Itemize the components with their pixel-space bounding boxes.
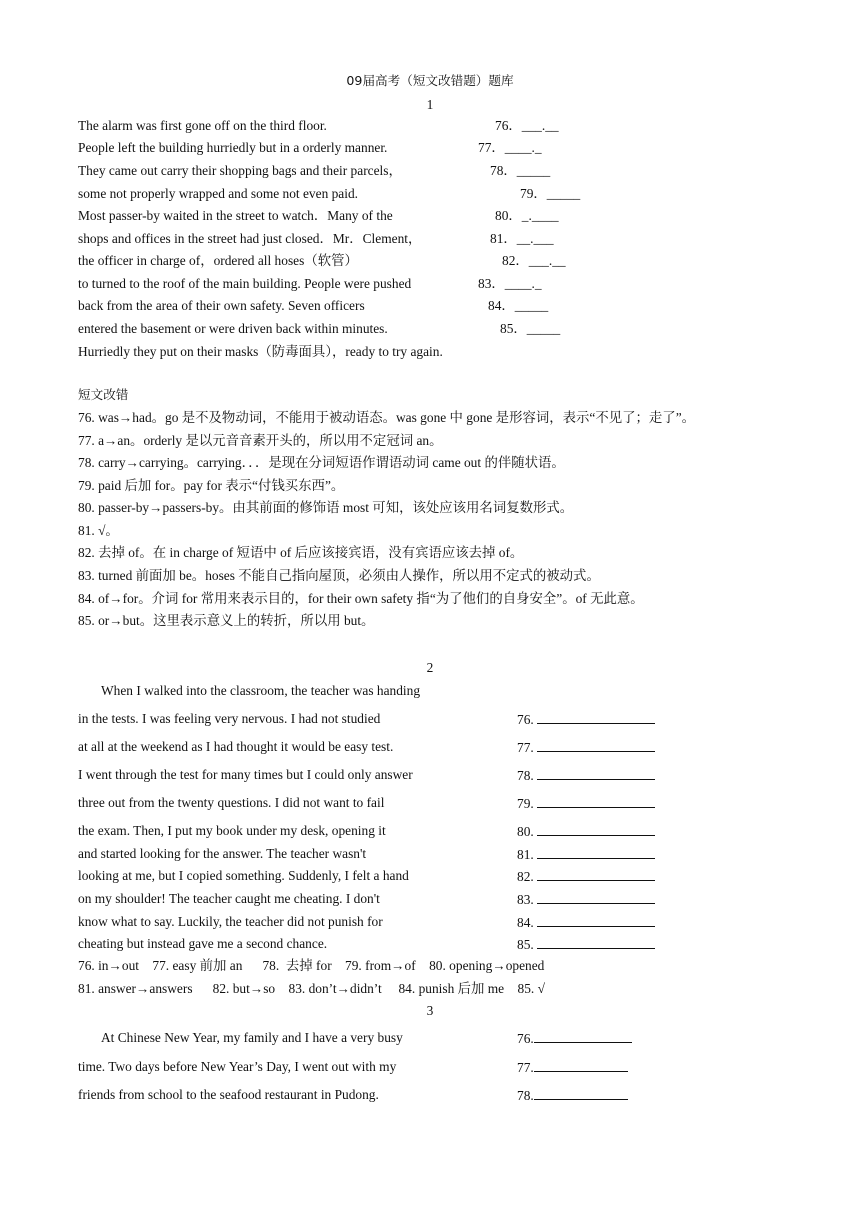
answer-explanation: 79. paid 后加 for。pay for 表示“付钱买东西”。 <box>78 478 345 493</box>
answer-slot <box>517 913 655 932</box>
section-1-number: 1 <box>426 97 434 112</box>
passage-line: friends from school to the seafood restaurant in Pudong. <box>78 1087 379 1102</box>
answer-blank <box>537 890 655 904</box>
passage-line: Most passer-by waited in the street to watch．Many of the <box>78 208 393 223</box>
answer-number: 80．_.____ <box>495 208 559 223</box>
answer-number: 78. <box>517 768 534 783</box>
answer-number: 83．____._ <box>478 276 542 291</box>
passage-line: the officer in charge of，ordered all hoses（软管） <box>78 253 358 268</box>
answer-explanation: 82. 去掉 of。在 in charge of 短语中 of 后应该接宾语，没有宾语应该去掉 of。 <box>78 545 524 560</box>
answer-blank <box>537 845 655 859</box>
answer-number: 83. <box>517 892 534 907</box>
passage-line: cheating but instead gave me a second chance. <box>78 936 328 951</box>
answer-blank <box>537 738 655 752</box>
answer-blank <box>537 822 655 836</box>
answer-number: 80. <box>517 824 534 839</box>
passage-line: People left the building hurriedly but in a orderly manner. <box>78 140 388 155</box>
answer-blank <box>537 867 655 881</box>
passage-line: at all at the weekend as I had thought it would be easy test. <box>78 739 394 754</box>
answer-slot <box>517 710 655 729</box>
passage-line: entered the basement or were driven back within minutes. <box>78 321 388 336</box>
answer-slot <box>517 738 655 757</box>
answer-key-line: 81. answer→answers 82. but→so 83. don’t→didn’t 84. punish 后加 me 85. √ <box>78 981 545 996</box>
answer-blank <box>534 1029 632 1043</box>
document-title: 09届高考（短文改错题）题库 <box>346 73 514 88</box>
answer-slot <box>517 867 655 886</box>
passage-line: and started looking for the answer. The teacher wasn't <box>78 846 367 861</box>
answer-number: 82．___.__ <box>502 253 566 268</box>
answer-number: 85．_____ <box>500 321 561 336</box>
answer-explanation: 84. of→for。介词 for 常用来表示目的，for their own safety 指“为了他们的自身安全”。of 无此意。 <box>78 591 644 606</box>
answer-number: 76. <box>517 712 534 727</box>
answer-slot <box>517 822 655 841</box>
passage-line: At Chinese New Year, my family and I have a very busy <box>101 1030 403 1045</box>
passage-line: know what to say. Luckily, the teacher did not punish for <box>78 914 383 929</box>
answer-blank <box>537 913 655 927</box>
passage-line: shops and offices in the street had just closed．Mr．Clement， <box>78 231 422 246</box>
answer-number: 76. <box>517 1031 534 1046</box>
passage-line: looking at me, but I copied something. Suddenly, I felt a hand <box>78 868 409 883</box>
answer-explanation: 83. turned 前面加 be。hoses 不能自己指向屋顶，必须由人操作，所以用不定式的被动式。 <box>78 568 600 583</box>
answer-number: 76．___.__ <box>495 118 559 133</box>
answer-number: 77. <box>517 1060 534 1075</box>
section-3-number: 3 <box>426 1003 434 1018</box>
answer-slot <box>517 845 655 864</box>
answer-number: 82. <box>517 869 534 884</box>
passage-line: three out from the twenty questions. I did not want to fail <box>78 795 385 810</box>
answer-blank <box>537 794 655 808</box>
answer-number: 85. <box>517 937 534 952</box>
passage-line: The alarm was first gone off on the third floor. <box>78 118 327 133</box>
section-2-number: 2 <box>426 660 434 675</box>
answer-number: 77. <box>517 740 534 755</box>
answer-number: 84．_____ <box>488 298 549 313</box>
passage-line: back from the area of their own safety. Seven officers <box>78 298 365 313</box>
passage-line: When I walked into the classroom, the teacher was handing <box>101 683 421 698</box>
answer-number: 79. <box>517 796 534 811</box>
answer-number: 78. <box>517 1088 534 1103</box>
answer-blank <box>534 1086 628 1100</box>
answer-explanation: 81. √。 <box>78 523 119 538</box>
passage-line: I went through the test for many times but I could only answer <box>78 767 413 782</box>
answer-number: 81．__.___ <box>490 231 554 246</box>
answer-number: 81. <box>517 847 534 862</box>
answer-blank <box>537 766 655 780</box>
passage-line: on my shoulder! The teacher caught me cheating. I don't <box>78 891 380 906</box>
answer-slot <box>517 1058 628 1077</box>
passage-line: time. Two days before New Year’s Day, I went out with my <box>78 1059 397 1074</box>
answer-slot <box>517 1029 632 1048</box>
answer-explanation: 85. or→but。这里表示意义上的转折，所以用 but。 <box>78 613 375 628</box>
answer-slot <box>517 890 655 909</box>
answer-explanation: 78. carry→carrying。carrying．．．是现在分词短语作谓语动词 came out 的伴随状语。 <box>78 455 565 470</box>
answer-blank <box>537 935 655 949</box>
answer-slot <box>517 766 655 785</box>
passage-line: Hurriedly they put on their masks（防毒面具），ready to try again. <box>78 344 443 359</box>
answer-explanation: 80. passer-by→passers-by。由其前面的修饰语 most 可知，该处应该用名词复数形式。 <box>78 500 574 515</box>
answer-number: 84. <box>517 915 534 930</box>
answer-slot <box>517 794 655 813</box>
passage-line: in the tests. I was feeling very nervous. I had not studied <box>78 711 381 726</box>
answer-blank <box>534 1058 628 1072</box>
answer-slot <box>517 935 655 954</box>
answer-explanation: 77. a→an。orderly 是以元音音素开头的，所以用不定冠词 an。 <box>78 433 443 448</box>
passage-line: to turned to the roof of the main building. People were pushed <box>78 276 412 291</box>
passage-line: They came out carry their shopping bags and their parcels， <box>78 163 402 178</box>
answer-number: 79．_____ <box>520 186 581 201</box>
passage-line: the exam. Then, I put my book under my desk, opening it <box>78 823 386 838</box>
answer-slot <box>517 1086 628 1105</box>
answers-heading: 短文改错 <box>78 387 129 402</box>
answer-explanation: 76. was→had。go 是不及物动词，不能用于被动语态。was gone 中 gone 是形容词，表示“不见了；走了”。 <box>78 410 696 425</box>
answer-number: 78．_____ <box>490 163 551 178</box>
answer-key-line: 76. in→out 77. easy 前加 an 78. 去掉 for 79. from→of 80. opening→opened <box>78 958 545 973</box>
answer-number: 77．____._ <box>478 140 542 155</box>
answer-blank <box>537 710 655 724</box>
passage-line: some not properly wrapped and some not even paid. <box>78 186 359 201</box>
